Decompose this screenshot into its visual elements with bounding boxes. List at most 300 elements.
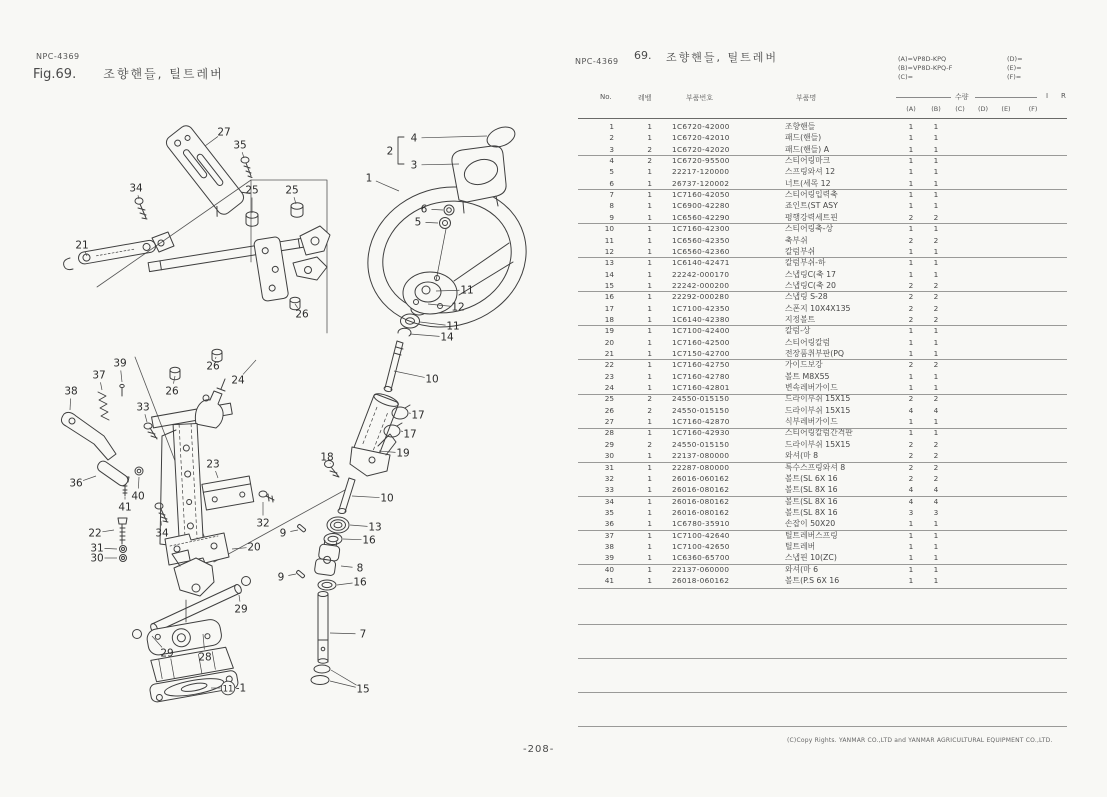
cell-part-no: 22292-000280 — [672, 292, 730, 302]
callout-suffix: -1 — [235, 682, 247, 695]
cell-part-name: 손잡이 50X20 — [785, 519, 836, 529]
cell-part-name: 스티어링축-상 — [785, 224, 834, 234]
table-row — [578, 439, 1067, 450]
cell-no: 13 — [604, 258, 614, 268]
callout-leader — [337, 583, 353, 585]
table-row — [578, 348, 1067, 359]
cell-no: 21 — [604, 349, 614, 358]
cell-level: 1 — [647, 326, 652, 336]
cell-no: 5 — [609, 167, 614, 177]
cell-qty-b: 2 — [933, 235, 939, 245]
cell-qty-b: 1 — [933, 541, 939, 551]
cell-qty-b: 1 — [933, 156, 939, 166]
cell-qty-b: 4 — [933, 496, 939, 506]
cell-part-name: 죠인트(ST ASY — [785, 201, 838, 211]
cell-part-name: 드라이부쉬 15X15 — [785, 405, 851, 415]
callout-number: 26 — [165, 385, 179, 398]
cell-no: 10 — [604, 224, 614, 234]
cell-part-name: 와셔(마 8 — [785, 451, 819, 461]
cell-qty-a: 4 — [908, 496, 914, 506]
cell-part-name: 스티어링칼럼간격판 — [785, 428, 853, 438]
qty-dash-left — [896, 97, 951, 98]
cell-part-no: 1C7160-42780 — [672, 371, 730, 381]
cell-part-name: 볼트 M8X55 — [785, 371, 830, 381]
variant-e: (E)= — [1007, 64, 1022, 72]
callout-number: 5 — [414, 216, 422, 229]
row-separator — [578, 394, 1067, 395]
cell-qty-b: 1 — [933, 564, 939, 574]
callout-leader — [83, 476, 96, 481]
cell-no: 29 — [604, 439, 614, 449]
cell-part-no: 1C6560-42360 — [672, 246, 730, 256]
cell-no: 14 — [604, 269, 614, 279]
row-separator — [578, 223, 1067, 224]
cell-no: 17 — [604, 303, 614, 313]
callout-leader — [100, 382, 102, 390]
cell-qty-b: 2 — [933, 212, 939, 222]
callout-number: 16 — [353, 576, 367, 589]
variant-f: (F)= — [1007, 73, 1022, 81]
cell-no: 38 — [604, 541, 614, 551]
col-header-level: 레벨 — [638, 94, 652, 102]
cell-qty-b: 1 — [933, 144, 939, 154]
cell-qty-b: 2 — [933, 280, 939, 290]
cell-part-name: 볼트(SL 8X 16 — [785, 496, 838, 506]
cell-qty-a: 2 — [908, 212, 914, 222]
sheet-fig-number: 69. — [634, 49, 652, 62]
callout-leader — [70, 398, 71, 410]
cell-part-name: 특수스프링와셔 8 — [785, 462, 846, 472]
row-separator — [578, 588, 1067, 589]
cell-qty-a: 1 — [908, 519, 914, 529]
steering-wheel — [350, 168, 543, 347]
cell-part-name: 평행강력세트핀 — [785, 212, 838, 222]
callout-leader — [421, 136, 487, 138]
callout-leader — [331, 670, 357, 685]
cell-qty-b: 1 — [933, 371, 939, 381]
cell-qty-b: 2 — [933, 394, 939, 404]
cell-level: 1 — [647, 451, 652, 461]
cell-no: 35 — [604, 507, 614, 517]
cell-qty-a: 1 — [908, 541, 914, 551]
callout-number: 1 — [365, 172, 373, 185]
bushings-25 — [246, 203, 303, 226]
cell-part-name: 스티어링마크 — [785, 156, 831, 166]
table-row — [578, 325, 1067, 336]
callout-number: 37 — [92, 369, 106, 382]
bolt-34b — [155, 503, 168, 522]
cell-part-name: 스냅링C(축 20 — [785, 280, 837, 290]
cell-part-name: 스티어링입력축 — [785, 190, 838, 200]
cell-part-no: 22217-120000 — [672, 167, 730, 177]
cell-qty-a: 1 — [908, 417, 914, 427]
cell-no: 1 — [609, 122, 614, 131]
table-row — [578, 552, 1067, 563]
cell-qty-a: 1 — [908, 144, 914, 154]
sheet-title: 조향핸들, 틸트레버 — [666, 51, 779, 64]
cell-qty-a: 1 — [908, 133, 914, 143]
cell-level: 1 — [647, 337, 652, 347]
cell-part-no: 1C6360-65700 — [672, 553, 730, 563]
cell-qty-a: 1 — [908, 224, 914, 234]
cell-part-name: 축부쉬 — [785, 235, 808, 245]
callout-number: 12 — [451, 301, 465, 314]
cell-level: 1 — [647, 133, 652, 143]
cell-no: 3 — [609, 144, 614, 154]
row-separator — [578, 692, 1067, 693]
cell-no: 8 — [609, 201, 614, 211]
cell-qty-b: 1 — [933, 349, 939, 358]
table-row — [578, 246, 1067, 257]
cell-qty-b: 1 — [933, 224, 939, 234]
table-row — [578, 121, 1067, 132]
cell-level: 1 — [647, 235, 652, 245]
cell-qty-a: 1 — [908, 190, 914, 200]
cell-level: 1 — [647, 530, 652, 540]
table-row — [578, 144, 1067, 155]
table-row — [578, 223, 1067, 234]
callout-number: 19 — [396, 447, 410, 460]
row-separator — [578, 726, 1067, 727]
variant-c: (C)= — [898, 73, 914, 81]
cell-part-no: 1C7160-42050 — [672, 190, 730, 200]
bracket-plate-27 — [160, 119, 251, 219]
cell-qty-a: 1 — [908, 246, 914, 256]
callout-layer — [64, 127, 487, 696]
callout-number: 35 — [233, 139, 247, 152]
cell-qty-b: 1 — [933, 383, 939, 393]
cell-part-no: 22242-000200 — [672, 280, 730, 290]
cell-no: 19 — [604, 326, 614, 336]
col-header-part-no: 부품번호 — [686, 94, 714, 102]
callout-number: 34 — [129, 182, 143, 195]
table-row — [578, 564, 1067, 575]
table-row — [578, 496, 1067, 507]
callout-number: 3 — [410, 159, 418, 172]
cell-part-no: 1C7160-42870 — [672, 417, 730, 427]
cell-qty-a: 1 — [908, 576, 914, 585]
cell-qty-b: 2 — [933, 303, 939, 313]
pin-39 — [120, 384, 124, 396]
cell-level: 1 — [647, 564, 652, 574]
variant-list-right — [1007, 55, 1023, 82]
cell-part-no: 22242-000170 — [672, 269, 730, 279]
callout-number: 11 — [222, 684, 234, 695]
cell-part-name: 지정볼트 — [785, 314, 816, 324]
ring-16a — [324, 534, 342, 545]
joint-8 — [314, 540, 341, 577]
table-row — [578, 541, 1067, 552]
cell-no: 2 — [609, 133, 614, 143]
cell-part-name: 드라이부쉬 15X15 — [785, 439, 851, 449]
screw-34 — [135, 198, 147, 219]
cell-qty-a: 1 — [908, 178, 914, 188]
cell-no: 40 — [604, 564, 614, 574]
callout-leader — [121, 370, 122, 382]
cell-part-name: 칼럼-상 — [785, 326, 811, 336]
callout-number: 22 — [88, 527, 102, 540]
callout-leader — [288, 574, 296, 576]
cell-part-no: 1C7100-42400 — [672, 326, 730, 336]
callout-leader — [290, 530, 298, 532]
row-separator — [578, 325, 1067, 326]
row-separator — [578, 257, 1067, 258]
cell-qty-a: 2 — [908, 473, 914, 483]
cell-no: 24 — [604, 383, 614, 393]
grip-36 — [96, 459, 130, 488]
cell-part-name: 전장품취부판(PQ — [785, 349, 845, 358]
callout-leader — [215, 357, 216, 359]
ring-16b — [318, 580, 336, 590]
callout-number: 31 — [90, 542, 104, 555]
cell-part-name: 스냅링 S-28 — [785, 292, 828, 302]
cell-qty-a: 2 — [908, 314, 914, 324]
cell-part-no: 1C6140-42380 — [672, 314, 730, 324]
bolt-22 — [118, 518, 127, 544]
fig-title: 조향핸들, 틸트레버 — [103, 67, 224, 81]
column-tube-19 — [350, 391, 400, 476]
cell-level: 1 — [647, 507, 652, 517]
cell-no: 33 — [604, 485, 614, 495]
cell-part-name: 패드(핸들) — [785, 133, 822, 143]
cell-no: 20 — [604, 337, 614, 347]
bolt-33 — [144, 423, 157, 439]
callout-leader — [431, 209, 443, 210]
table-row — [578, 269, 1067, 280]
cell-part-no: 22137-080000 — [672, 451, 730, 461]
cell-level: 1 — [647, 496, 652, 506]
cell-no: 6 — [609, 178, 614, 188]
callout-number: 26 — [295, 308, 309, 321]
callout-number: 38 — [64, 385, 78, 398]
cell-no: 16 — [604, 292, 614, 302]
cell-no: 18 — [604, 314, 614, 324]
row-separator — [578, 658, 1067, 659]
cell-qty-a: 2 — [908, 462, 914, 472]
cell-level: 1 — [647, 258, 652, 268]
cell-level: 1 — [647, 428, 652, 438]
table-row — [578, 235, 1067, 246]
cell-qty-b: 1 — [933, 246, 939, 256]
cell-no: 22 — [604, 360, 614, 370]
row-separator — [578, 462, 1067, 463]
row-separator — [578, 291, 1067, 292]
cell-part-name: 스티어링칼럼 — [785, 337, 831, 347]
callout-leader — [350, 525, 368, 526]
cell-part-no: 1C6900-42280 — [672, 201, 730, 211]
qty-subheader: (F) — [1028, 105, 1038, 113]
diagram-artwork — [61, 119, 543, 703]
cell-qty-b: 2 — [933, 360, 939, 370]
cell-part-no: 1C6720-42010 — [672, 133, 730, 143]
pin-9b — [296, 570, 305, 578]
cell-qty-a: 1 — [908, 326, 914, 336]
table-row — [578, 337, 1067, 348]
cell-part-no: 1C7100-42350 — [672, 303, 730, 313]
cell-no: 12 — [604, 246, 614, 256]
callout-number: 23 — [206, 458, 220, 471]
callout-number: 14 — [440, 331, 454, 344]
col-header-no: No. — [600, 93, 612, 101]
cell-qty-a: 4 — [908, 405, 914, 415]
callout-leader — [410, 334, 440, 336]
callout-leader — [330, 633, 356, 634]
cell-no: 31 — [604, 462, 614, 472]
cell-level: 1 — [647, 246, 652, 256]
cell-no: 32 — [604, 473, 614, 483]
cell-qty-a: 1 — [908, 349, 914, 358]
table-row — [578, 200, 1067, 211]
cell-part-name: 볼트(SL 8X 16 — [785, 485, 838, 495]
qty-subheader: (D) — [977, 105, 989, 113]
cell-qty-a: 2 — [908, 235, 914, 245]
table-row — [578, 359, 1067, 370]
cell-part-name: 스냅링C(축 17 — [785, 269, 837, 279]
callout-leader — [102, 530, 114, 532]
cell-qty-a: 4 — [908, 485, 914, 495]
cell-qty-a: 1 — [908, 167, 914, 177]
callout-number: 41 — [118, 501, 132, 514]
callout-number: 25 — [245, 184, 259, 197]
cell-part-no: 1C6720-42000 — [672, 122, 730, 131]
cell-level: 1 — [647, 473, 652, 483]
callout-number: 7 — [359, 628, 367, 641]
cell-qty-a: 1 — [908, 258, 914, 268]
callout-leader — [205, 136, 218, 146]
callout-number: 11 — [460, 284, 474, 297]
cell-level: 1 — [647, 167, 652, 177]
row-separator — [578, 428, 1067, 429]
screw-35 — [241, 157, 252, 178]
cell-qty-b: 1 — [933, 530, 939, 540]
cell-part-name: 칼럼부쉬 — [785, 246, 816, 256]
callout-number: 2 — [386, 145, 394, 158]
header-underline — [578, 118, 1067, 119]
table-row — [578, 189, 1067, 200]
cell-qty-b: 2 — [933, 462, 939, 472]
table-row — [578, 280, 1067, 291]
cell-part-no: 22287-080000 — [672, 462, 730, 472]
cell-no: 34 — [604, 496, 614, 506]
callout-number: 27 — [217, 126, 231, 139]
frame-assembly — [148, 226, 330, 302]
table-row — [578, 450, 1067, 461]
cell-level: 1 — [647, 280, 652, 290]
variant-a: (A)=VP8D-KPQ — [898, 55, 947, 63]
cell-part-name: 볼트(P.S 6X 16 — [785, 576, 840, 585]
cell-level: 1 — [647, 314, 652, 324]
table-row — [578, 518, 1067, 529]
callout-leader — [138, 477, 139, 489]
col-header-r: R — [1061, 92, 1066, 100]
cell-qty-b: 3 — [933, 507, 939, 517]
cell-part-no: 1C6140-42471 — [672, 258, 730, 268]
cell-qty-b: 4 — [933, 485, 939, 495]
cell-part-name: 와셔(마 6 — [785, 564, 819, 574]
cell-no: 15 — [604, 280, 614, 290]
table-row — [578, 416, 1067, 427]
table-row — [578, 507, 1067, 518]
cell-qty-b: 4 — [933, 405, 939, 415]
cell-qty-a: 1 — [908, 383, 914, 393]
table-row — [578, 132, 1067, 143]
cell-level: 1 — [647, 417, 652, 427]
cell-no: 23 — [604, 371, 614, 381]
row-separator — [578, 155, 1067, 156]
callout-number: 39 — [113, 357, 127, 370]
cell-qty-b: 1 — [933, 258, 939, 268]
table-row — [578, 393, 1067, 404]
cell-qty-b: 2 — [933, 451, 939, 461]
callout-leader — [243, 360, 256, 374]
table-row — [578, 303, 1067, 314]
row-separator — [578, 496, 1067, 497]
cell-qty-a: 1 — [908, 530, 914, 540]
cell-part-no: 1C7160-42750 — [672, 360, 730, 370]
cell-part-no: 1C7160-42801 — [672, 383, 730, 393]
cell-part-name: 식부레버가이드 — [785, 417, 838, 427]
cell-no: 26 — [604, 405, 614, 415]
cell-part-no: 24550-015150 — [672, 439, 730, 449]
cell-part-name: 가이드보강 — [785, 360, 823, 370]
cell-qty-b: 1 — [933, 326, 939, 336]
callout-leader — [376, 181, 399, 191]
cell-level: 1 — [647, 212, 652, 222]
table-row — [578, 155, 1067, 166]
row-separator — [578, 189, 1067, 190]
callout-leader — [394, 371, 425, 377]
table-row — [578, 462, 1067, 473]
cell-level: 1 — [647, 303, 652, 313]
cell-part-no: 1C7160-42500 — [672, 337, 730, 347]
qty-subheader: (B) — [931, 105, 941, 113]
cell-level: 1 — [647, 292, 652, 302]
callout-number: 9 — [279, 527, 287, 540]
cell-qty-b: 1 — [933, 190, 939, 200]
cell-level: 1 — [647, 224, 652, 234]
cell-part-name: 스냅핀 10(ZC) — [785, 553, 837, 563]
callout-number: 33 — [136, 401, 150, 414]
cell-part-no: 1C6720-42020 — [672, 144, 730, 154]
cell-part-name: 조향핸들 — [785, 122, 816, 131]
fig-title-row — [33, 63, 224, 82]
table-row — [578, 405, 1067, 416]
cell-qty-b: 1 — [933, 201, 939, 211]
washer-30 — [120, 555, 127, 562]
cell-qty-b: 2 — [933, 439, 939, 449]
cell-part-name: 볼트(SL 8X 16 — [785, 507, 838, 517]
col-header-qty: 수량 — [955, 93, 969, 101]
callout-leader — [104, 548, 117, 549]
cell-qty-a: 1 — [908, 269, 914, 279]
row-separator — [578, 564, 1067, 565]
table-row — [578, 575, 1067, 586]
pin-9a — [297, 524, 306, 532]
cell-level: 1 — [647, 360, 652, 370]
cell-no: 27 — [604, 417, 614, 427]
cell-qty-b: 1 — [933, 519, 939, 529]
table-row — [578, 291, 1067, 302]
table-row — [578, 257, 1067, 268]
callout-number: 26 — [206, 360, 220, 373]
cell-level: 2 — [647, 394, 652, 404]
cell-level: 1 — [647, 349, 652, 358]
cell-level: 1 — [647, 576, 652, 585]
callout-leader — [239, 595, 240, 602]
callout-number: 16 — [362, 534, 376, 547]
callout-number: 25 — [285, 184, 299, 197]
table-row — [578, 382, 1067, 393]
